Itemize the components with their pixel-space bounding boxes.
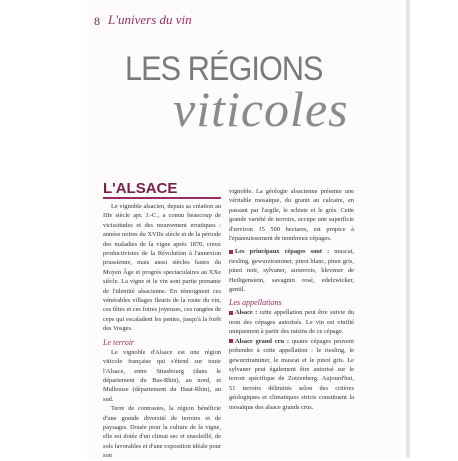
running-title: L'univers du vin [108,12,192,27]
appellation-text: cette appellation peut être suivie du nom des cépages autorisés. Le vin est vinifié uniquement à partir des raisins de ce cépage. [229,309,354,336]
subhead-terroir: Le terroir [103,337,135,347]
section-heading: L'ALSACE [103,180,178,197]
page-title-script: viticoles [173,81,349,137]
left-column [103,202,221,461]
right-column [229,187,354,412]
paragraph: Terre de contrastes, la région bénéficie d'une grande diversité de terroirs et de paysages. Douée pour la culture de la vigne, elle est dotée d'un climat sec et ensoleillé, de sols favorables et d'une exposition idéale pour son [103,405,221,460]
page-edge [406,0,410,458]
paragraph: vignoble. La géologie alsacienne présente une véritable mosaïque, du granit au calcaire, en passant par l'argile, le schiste et le grès. Cette grande variété de terroirs, occupe une superficie d'environ 15 500 hectares, est propice à l'épanouissement de nombreux cépages. [229,188,354,243]
appellation-label: Alsace : [235,309,258,317]
appellation-text: quatre cépages peuvent prétendre à cette appellation : le riesling, le gewurztraminer, le muscat et le pinot gris. Le sylvaner peut également être autorisé sur le terroir spécifique de Zotzenberg. Aujourd'hui, 51 terroirs délimités selon des critères géologiques et climatiques stricts constituent la mosaïque des alsace grands crus. [229,337,354,411]
grapes-label: Les principaux cépages sont : [235,248,330,256]
grapes-paragraph [229,247,354,294]
appellation-grand-cru [229,337,354,412]
bullet-icon [229,339,233,343]
appellation-alsace [229,308,354,336]
page-number: 8 [94,14,100,28]
section-rule [103,197,221,199]
page-title: LES RÉGIONS [125,50,323,88]
paragraph: Le vignoble d'Alsace est une région viticole française qui s'étend sur toute l'Alsace, entre Strasbourg (dans le département du Bas-Rhin), au nord, et Mulhouse (département du Haut-Rhin), au sud. [103,348,221,403]
paragraph: Le vignoble alsacien, depuis sa création au IIIe siècle apr. J.-C., a connu beaucoup de vicissitudes et des mouvement erratiques : années noires du XVIIe siècle et de la période des maladies de la vigne après 1870, creux productivistes de la Révolution à l'annexion prussienne, mais aussi siècles fastes du Moyen Âge et progrès spectaculaires au XXe siècle. La vigne et le vin sont partie prenante de l'identité alsacienne. En témoignent ces vénérables villages fleuris de la route du vin, ces fêtes et ces foires joyeuses, ces rangées de ceps qui escaladent les pentes, jusqu'à la forêt des Vosges. [103,203,221,333]
subhead-appellations: Les appellations [229,298,282,308]
bullet-icon [229,250,233,254]
bullet-icon [229,311,233,315]
grapes-text: muscat, riesling, gewurztraminer, pinot blanc, pinot gris, pinot noir, sylvaner, auxerrois, klevener de Heiligenstein, savagnin rosé, edelzwicker, gentil. [229,248,354,294]
appellation-label: Alsace grand cru : [235,337,289,345]
